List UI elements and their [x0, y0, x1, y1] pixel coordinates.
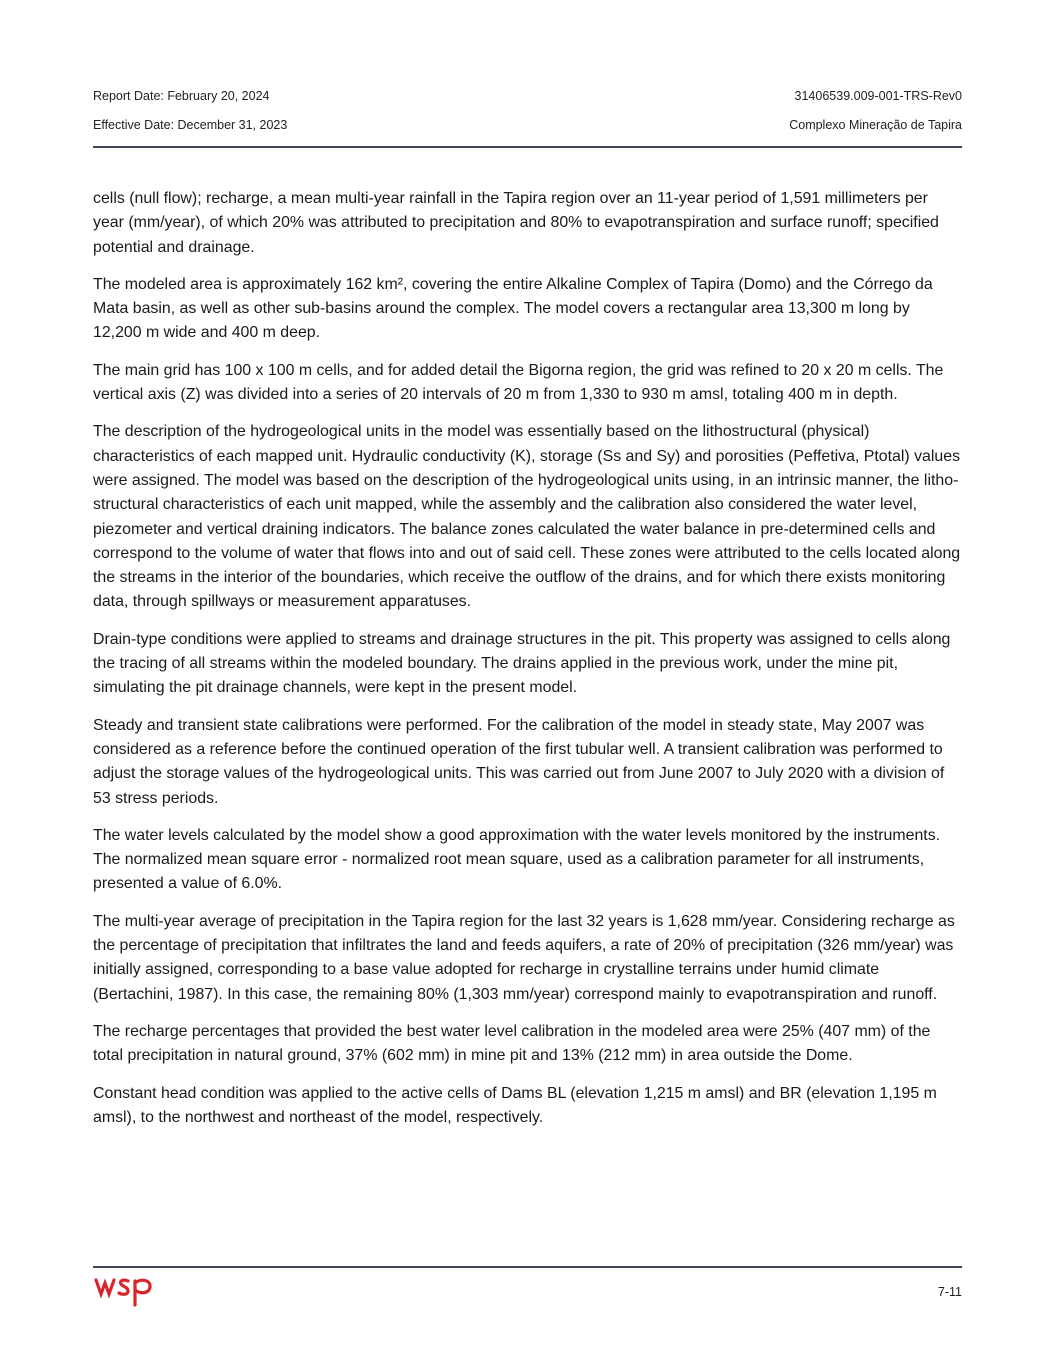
wsp-logo-strokes	[96, 1280, 150, 1305]
body-text	[93, 187, 962, 1143]
paragraph-8: The multi-year average of precipitation in the Tapira region for the last 32 years is 1,628 mm/year. Considering recharge as the percentage of precipitation that infiltrates the land and feeds aquifers, a rate of 20% of precipitation (326 mm/year) was initially assigned, corresponding to a base value adopted for recharge in crystalline terrains under humid climate (Bertachini, 1987). In this case, the remaining 80% (1,303 mm/year) correspond mainly to evapotranspiration and runoff.	[93, 912, 955, 1003]
page-number: 7-11	[937, 1285, 962, 1299]
project-name: Complexo Mineração de Tapira	[789, 118, 962, 132]
effective-date: Effective Date: December 31, 2023	[93, 118, 288, 132]
paragraph-6: Steady and transient state calibrations were performed. For the calibration of the model in steady state, May 2007 was considered as a reference before the continued operation of the first tubular well. A transient calibration was performed to adjust the storage values of the hydrogeological units. This was carried out from June 2007 to July 2020 with a division of 53 stress periods.	[93, 716, 945, 807]
report-id: 31406539.009-001-TRS-Rev0	[794, 89, 962, 103]
paragraph-9: The recharge percentages that provided the best water level calibration in the modeled area were 25% (407 mm) of the total precipitation in natural ground, 37% (602 mm) in mine pit and 13% (212 mm) in area outside the Dome.	[93, 1022, 931, 1065]
page-header	[93, 88, 962, 133]
wsp-logo-mark	[93, 1274, 157, 1308]
header-row-1	[93, 88, 962, 104]
wsp-logo	[93, 1274, 157, 1308]
paragraph-10: Constant head condition was applied to the active cells of Dams BL (elevation 1,215 m amsl) and BR (elevation 1,195 m amsl), to the northwest and northeast of the model, respectively.	[93, 1084, 937, 1126]
paragraph-4: The description of the hydrogeological units in the model was essentially based on the lithostructural (physical) characteristics of each mapped unit. Hydraulic conductivity (K), storage (Ss and Sy) and porosities (Peffetiva, Ptotal) values were assigned. The model was based on the description of the hydrogeological units using, in an intrinsic manner, the litho-structural characteristics of each unit mapped, while the assembly and the calibration also considered the water level, piezometer and vertical draining indicators. The balance zones calculated the water balance in pre-determined cells and correspond to the volume of water that flows into and out of said cell. These zones were attributed to the cells located along the streams in the interior of the boundaries, which receive the outflow of the drains, and for which there exists monitoring data, through spillways or measurement apparatuses.	[93, 423, 961, 611]
header-divider	[93, 146, 962, 148]
paragraph-1: cells (null flow); recharge, a mean multi-year rainfall in the Tapira region over an 11-year period of 1,591 millimeters per year (mm/year), of which 20% was attributed to precipitation and 80% to evapotranspiration and surface runoff; specified potential and drainage.	[93, 190, 939, 256]
paragraph-3: The main grid has 100 x 100 m cells, and for added detail the Bigorna region, the grid was refined to 20 x 20 m cells. The vertical axis (Z) was divided into a series of 20 intervals of 20 m from 1,330 to 930 m amsl, totaling 400 m in depth.	[93, 361, 944, 404]
header-row-2	[93, 117, 962, 133]
paragraph-2: The modeled area is approximately 162 km², covering the entire Alkaline Complex of Tapira (Domo) and the Córrego da Mata basin, as well as other sub-basins around the complex. The model covers a rectangular area 13,300 m long by 12,200 m wide and 400 m deep.	[93, 275, 933, 342]
paragraph-7: The water levels calculated by the model show a good approximation with the water levels monitored by the instruments. The normalized mean square error - normalized root mean square, used as a calibration parameter for all instruments, presented a value of 6.0%.	[93, 826, 941, 893]
paragraph-5: Drain-type conditions were applied to streams and drainage structures in the pit. This property was assigned to cells along the tracing of all streams within the modeled boundary. The drains applied in the previous work, under the mine pit, simulating the pit drainage channels, were kept in the present model.	[93, 630, 951, 697]
report-date: Report Date: February 20, 2024	[93, 89, 270, 103]
footer-divider	[93, 1266, 962, 1268]
